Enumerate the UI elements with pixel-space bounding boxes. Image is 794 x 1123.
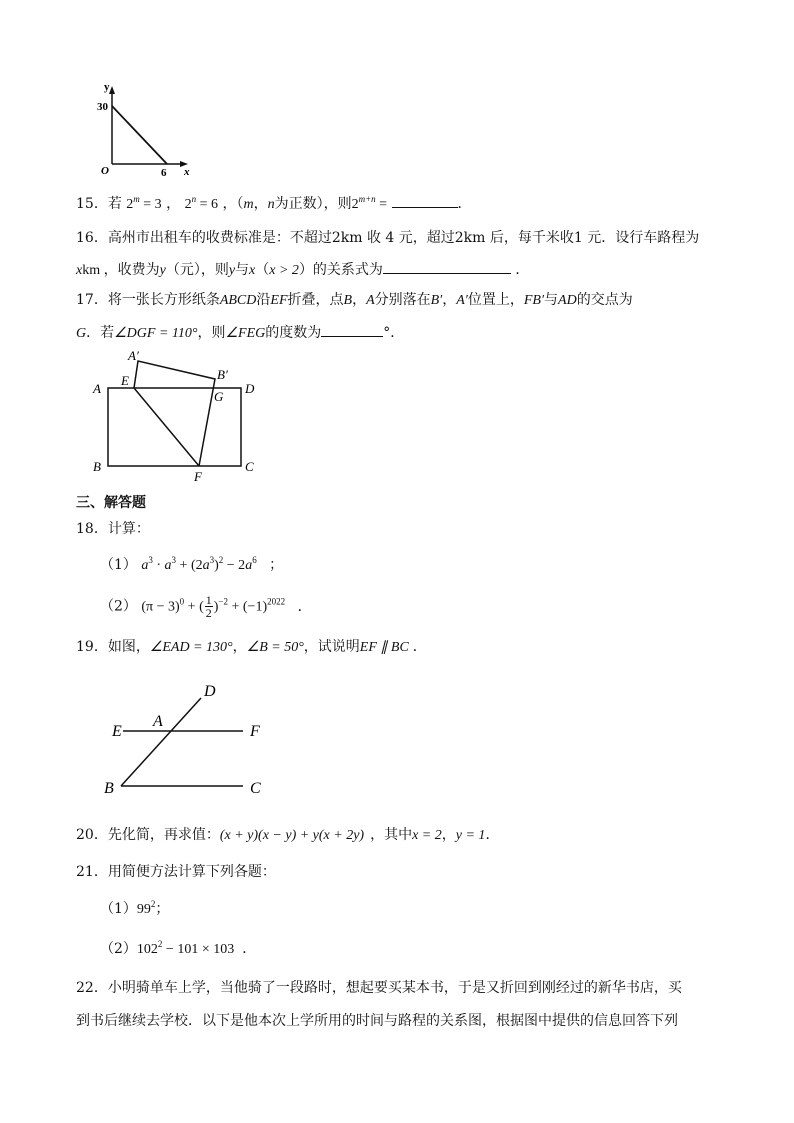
math: − 101 × 103	[162, 942, 235, 957]
linear-graph-figure	[92, 80, 202, 180]
label-f: F	[250, 723, 260, 740]
math: EF	[270, 293, 288, 308]
math: n	[267, 197, 275, 212]
exponent: 3	[209, 555, 215, 565]
math: )	[214, 558, 219, 573]
math: x > 2	[269, 263, 299, 278]
question-22-line-1	[76, 979, 682, 997]
fraction	[205, 594, 213, 619]
math: ∠DGF = 110°	[114, 326, 198, 341]
exponent: 6	[252, 555, 257, 565]
math: (π − 3)	[141, 599, 180, 615]
label-c: C	[250, 780, 261, 797]
text: 折叠，点	[287, 292, 344, 308]
graph-line	[112, 106, 167, 164]
math: 102	[136, 942, 158, 957]
question-15	[76, 193, 472, 214]
question-18-part-1	[100, 556, 283, 575]
text: ，其中	[370, 827, 413, 843]
math: + (2	[176, 558, 203, 573]
exponent: 2022	[267, 596, 286, 607]
label-a: A	[93, 381, 101, 396]
exponent: m+n	[358, 194, 376, 204]
question-20	[76, 826, 499, 845]
math: AD	[558, 293, 577, 308]
math: )	[213, 599, 219, 615]
math: ABCD	[219, 293, 257, 308]
text: 计算：	[107, 521, 150, 537]
math: ∠EAD = 130°	[149, 640, 233, 655]
text: ，（	[222, 196, 244, 212]
question-number: 15．	[76, 196, 108, 212]
section-title: 三、解答题	[76, 495, 146, 511]
question-16-line-1	[76, 229, 699, 247]
question-18-part-2	[100, 594, 312, 619]
math: a	[202, 558, 210, 573]
math: x	[249, 263, 256, 278]
text: ．	[485, 827, 500, 843]
text: 分别落在	[374, 292, 431, 308]
text: ，则	[197, 325, 226, 341]
label-d: D	[245, 381, 255, 396]
label-e: E	[121, 373, 129, 388]
math: =	[375, 197, 388, 212]
math: 2	[351, 197, 359, 212]
text: 与	[235, 262, 250, 278]
math: = 6	[196, 197, 218, 212]
math: y	[228, 263, 236, 278]
label-b-prime: B′	[217, 367, 228, 382]
y-axis-arrow	[109, 86, 115, 94]
question-number: 19．	[76, 639, 108, 655]
text: 高州市出租车的收费标准是：不超过2km 收 4 元，超过2km 后，每千米收1 元．设行车路程为	[107, 230, 700, 246]
denominator: 2	[205, 606, 212, 620]
text: km ，收费为	[82, 263, 160, 278]
answer-blank[interactable]	[383, 259, 511, 274]
exponent: 3	[171, 555, 177, 565]
math: x	[76, 263, 83, 278]
text: ．	[297, 598, 312, 615]
text: ．	[242, 941, 257, 957]
text: ，	[441, 827, 456, 843]
text: 的交点为	[576, 292, 633, 308]
math: ·	[152, 558, 165, 573]
origin-label: O	[101, 165, 109, 177]
label-b: B	[93, 459, 101, 474]
math: a	[245, 558, 253, 573]
part-label: （1）	[100, 557, 137, 573]
label-a: A	[153, 713, 163, 730]
text: ．	[457, 196, 472, 212]
math: ∠B = 50°	[246, 640, 304, 655]
parallel-lines-figure	[95, 676, 285, 801]
math: A	[366, 293, 375, 308]
text: 小明骑单车上学，当他骑了一段路时，想起要买某本书，于是又折回到刚经过的新华书店，买	[107, 980, 682, 996]
text: 将一张长方形纸条	[107, 292, 220, 308]
label-a-prime: A′	[128, 348, 139, 363]
math: + (	[184, 599, 204, 615]
label-d: D	[204, 683, 216, 700]
question-21-part-2	[100, 940, 256, 959]
question-22-line-2	[76, 1012, 678, 1030]
question-number: 21．	[76, 864, 108, 880]
folded-flap	[134, 361, 215, 466]
label-f: F	[194, 469, 202, 484]
text: ，	[352, 292, 367, 308]
question-16-line-2	[76, 259, 529, 280]
text: ，	[232, 639, 247, 655]
text: ；	[269, 557, 284, 573]
x-tick-label: 6	[161, 167, 167, 179]
text: 用简便方法计算下列各题：	[107, 864, 276, 880]
question-number: 22．	[76, 980, 108, 996]
question-18	[76, 520, 150, 538]
text: ，	[166, 196, 181, 212]
exponent: 3	[148, 555, 153, 565]
math: B	[343, 293, 353, 308]
text: 若	[107, 196, 122, 212]
question-number: 16．	[76, 230, 108, 246]
math: B′	[430, 293, 443, 308]
text: 位置上，	[467, 292, 524, 308]
fold-line-ef	[134, 388, 199, 466]
text: ．若	[86, 325, 115, 341]
y-axis-label: y	[104, 81, 110, 93]
text: 的度数为	[265, 325, 322, 341]
question-21-part-1	[100, 900, 169, 919]
text: ．	[412, 639, 427, 655]
label-g: G	[214, 389, 224, 404]
math: ∠FEG	[225, 326, 266, 341]
exponent: 0	[179, 596, 185, 607]
text: ，	[253, 196, 268, 212]
math: y = 1	[455, 828, 486, 843]
text: °．	[383, 325, 405, 341]
question-17-line-2	[76, 322, 404, 343]
math: (x + y)(x − y) + y(x + 2y)	[219, 828, 365, 843]
math: a	[164, 558, 172, 573]
text: 沿	[256, 292, 271, 308]
math: 99	[136, 902, 151, 917]
text: 为正数），则	[274, 196, 352, 212]
part-label: （2）	[100, 941, 137, 957]
question-number: 18．	[76, 521, 108, 537]
math: FB′	[523, 293, 545, 308]
question-17-line-1	[76, 291, 633, 310]
text: ）的关系式为	[298, 262, 383, 278]
x-axis-label: x	[184, 166, 190, 178]
exponent: 2	[150, 899, 156, 909]
numerator: 1	[205, 593, 212, 607]
y-tick-label: 30	[97, 101, 108, 113]
label-c: C	[245, 459, 254, 474]
math: 2	[126, 197, 134, 212]
math: − 2	[223, 558, 246, 573]
math: 2	[184, 197, 192, 212]
text: 到书后继续去学校．以下是他本次上学所用的时间与路程的关系图，根据图中提供的信息回答下列	[76, 1013, 678, 1029]
math: a	[141, 558, 149, 573]
text: 与	[544, 292, 559, 308]
text: 如图，	[107, 639, 150, 655]
exponent: 2	[157, 939, 163, 949]
math: m	[243, 197, 254, 212]
math: y	[159, 263, 166, 278]
math: G	[76, 326, 87, 341]
text: ；	[155, 901, 170, 917]
part-label: （2）	[100, 598, 137, 615]
text: （元），则	[165, 262, 229, 278]
folded-rectangle-figure	[88, 347, 268, 487]
text: ，	[442, 292, 457, 308]
exponent: 2	[218, 555, 224, 565]
math: + (−1)	[227, 599, 268, 615]
exponent: m	[133, 194, 140, 204]
label-e: E	[112, 723, 122, 740]
question-19	[76, 638, 427, 657]
part-label: （1）	[100, 901, 137, 917]
question-number: 20．	[76, 827, 108, 843]
text: ，试说明	[303, 639, 360, 655]
math: A′	[456, 293, 468, 308]
exponent: n	[191, 194, 197, 204]
math: x = 2	[412, 828, 442, 843]
transversal-bd	[121, 698, 201, 786]
answer-blank[interactable]	[321, 322, 383, 337]
exponent: −2	[218, 596, 228, 607]
question-21	[76, 863, 276, 881]
question-number: 17．	[76, 292, 108, 308]
section-heading	[76, 494, 146, 512]
text: （	[255, 262, 270, 278]
text: ．	[515, 262, 530, 278]
label-b: B	[104, 780, 114, 797]
text: 先化简，再求值：	[107, 827, 220, 843]
answer-blank[interactable]	[392, 193, 458, 208]
math: = 3	[139, 197, 162, 212]
math: EF ∥ BC	[359, 640, 409, 655]
